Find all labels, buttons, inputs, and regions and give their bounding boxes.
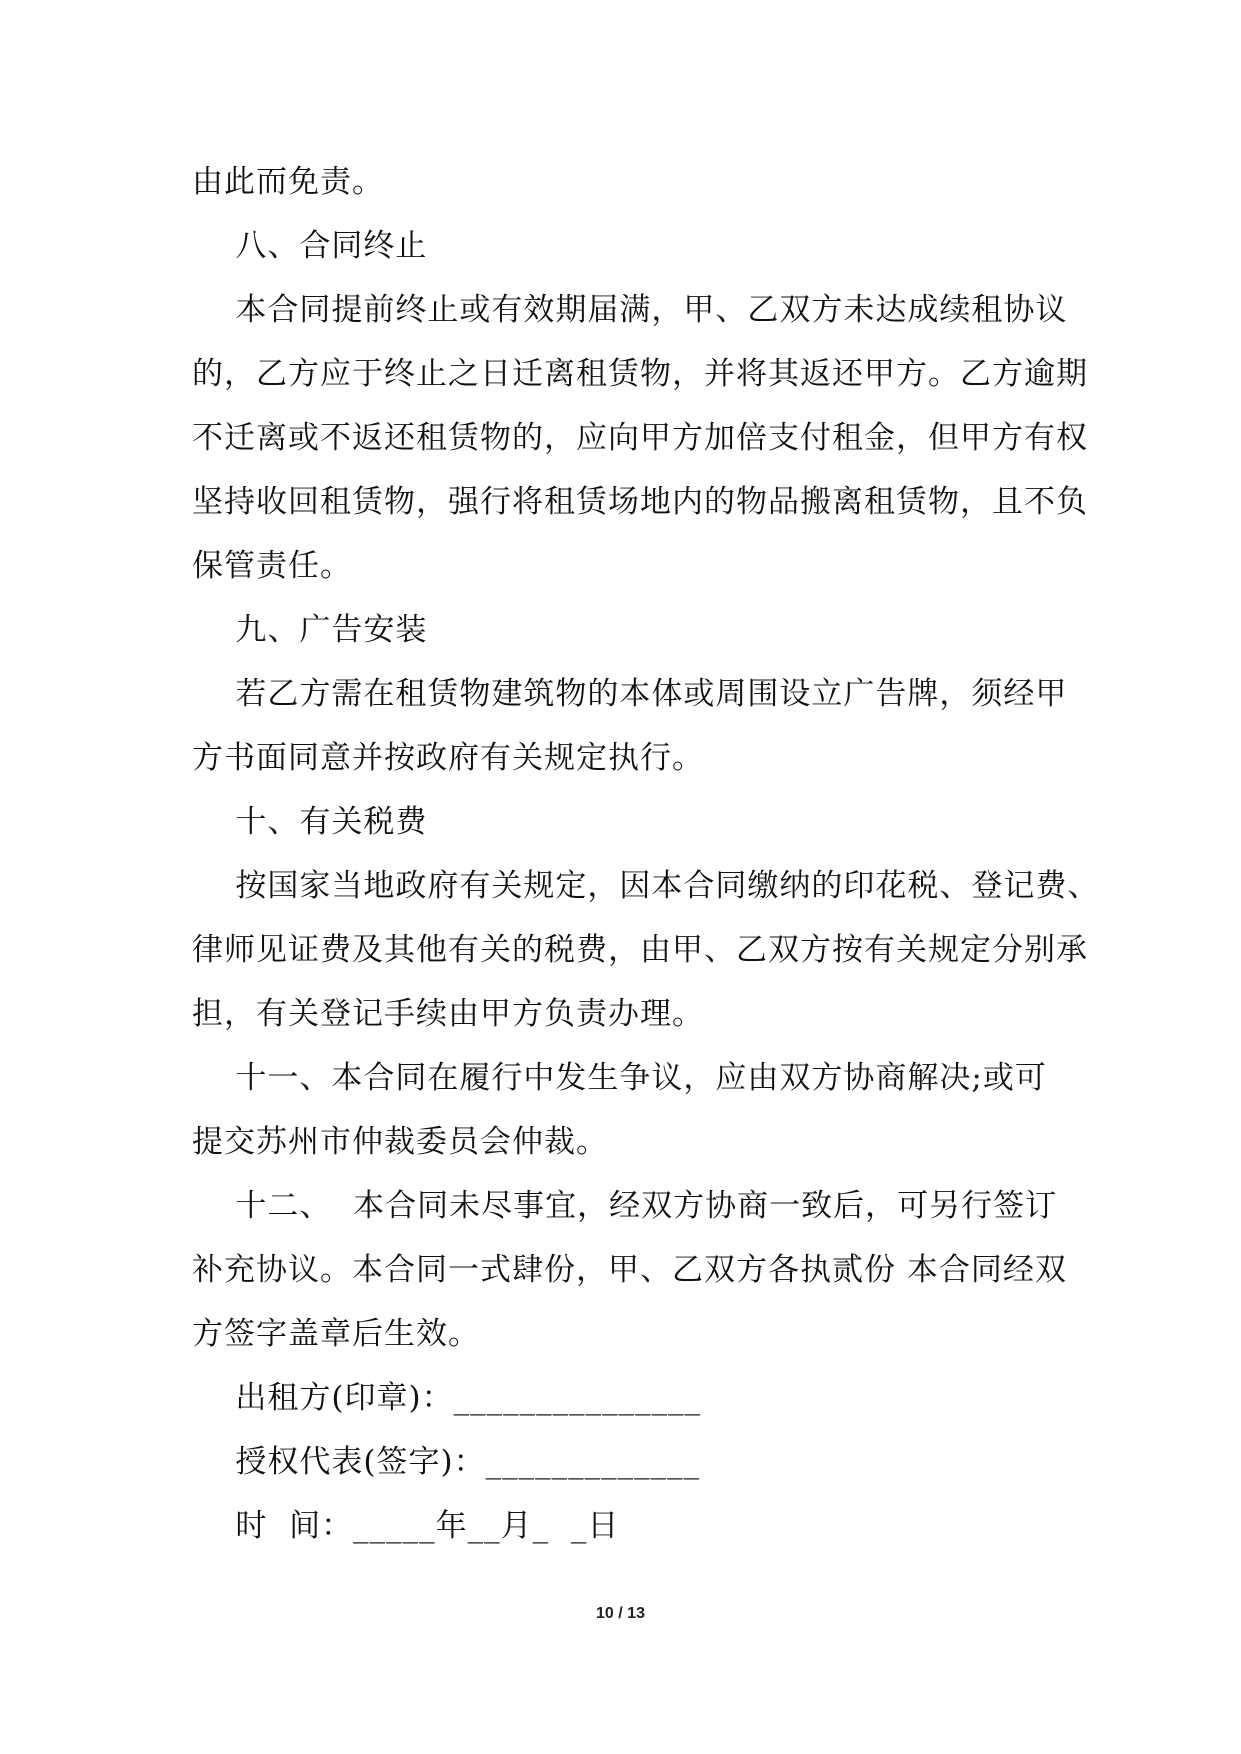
text-line: 补充协议。本合同一式肆份，甲、乙双方各执贰份 本合同经双	[192, 1252, 1067, 1288]
section-heading: 八、合同终止	[192, 228, 428, 264]
section-heading: 九、广告安装	[192, 612, 428, 648]
page-number: 10 / 13	[596, 1605, 645, 1622]
text-line: 保管责任。	[192, 548, 352, 584]
date-line: 时 间：_____年__月_ _日	[192, 1508, 620, 1544]
text-line: 十一、本合同在履行中发生争议，应由双方协商解决;或可	[192, 1060, 1047, 1096]
text-line: 坚持收回租赁物，强行将租赁场地内的物品搬离租赁物，且不负	[192, 484, 1088, 520]
text-line: 的，乙方应于终止之日迁离租赁物，并将其返还甲方。乙方逾期	[192, 356, 1088, 392]
text-line: 按国家当地政府有关规定，因本合同缴纳的印花税、登记费、	[192, 868, 1100, 904]
text-line: 担，有关登记手续由甲方负责办理。	[192, 996, 704, 1032]
text-line: 本合同提前终止或有效期届满，甲、乙双方未达成续租协议	[192, 292, 1068, 328]
text-line: 若乙方需在租赁物建筑物的本体或周围设立广告牌，须经甲	[192, 676, 1068, 712]
text-line: 十二、 本合同未尽事宜，经双方协商一致后，可另行签订	[192, 1188, 1058, 1224]
text-line: 不迁离或不返还租赁物的，应向甲方加倍支付租金，但甲方有权	[192, 420, 1088, 456]
signature-line-lessor: 出租方(印章)：_______________	[192, 1380, 702, 1416]
text-line: 提交苏州市仲裁委员会仲裁。	[192, 1124, 608, 1160]
signature-line-representative: 授权代表(签字)：_____________	[192, 1444, 701, 1480]
text-line: 律师见证费及其他有关的税费，由甲、乙双方按有关规定分别承	[192, 932, 1088, 968]
text-line: 方书面同意并按政府有关规定执行。	[192, 740, 704, 776]
text-line: 由此而免责。	[192, 164, 384, 200]
document-body	[192, 150, 1100, 1558]
text-line: 方签字盖章后生效。	[192, 1316, 480, 1352]
section-heading: 十、有关税费	[192, 804, 428, 840]
